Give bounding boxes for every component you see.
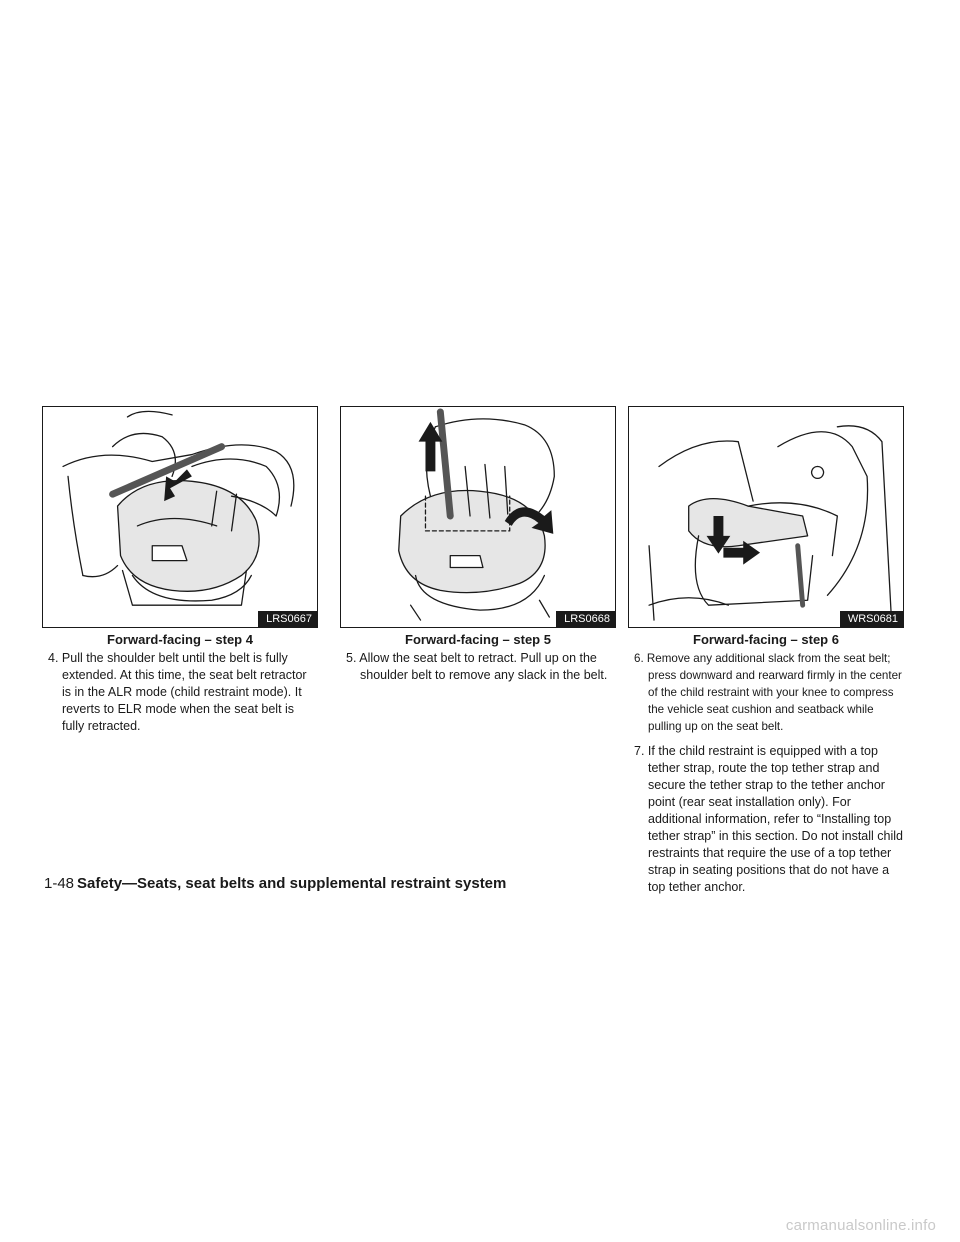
step-4 xyxy=(42,650,318,735)
step-text: Pull the shoulder belt until the belt is fully extended. At this time, the seat belt retractor is in the ALR mode (child restraint mode). It reverts to ELR mode when the seat belt is fully retracted. xyxy=(61,651,307,733)
figure-caption-step-6: Forward-facing – step 6 xyxy=(693,632,839,647)
figure-step-4 xyxy=(42,406,318,628)
figure-step-5 xyxy=(340,406,616,628)
section-title: Safety—Seats, seat belts and supplemental restraint system xyxy=(77,875,507,892)
step-text: Remove any additional slack from the seat belt; press downward and rearward firmly in the center of the child restraint with your knee to compress the vehicle seat cushion and seatback while pulling up on the seat belt. xyxy=(646,652,902,733)
column-right xyxy=(628,650,904,904)
page-footer xyxy=(44,874,506,894)
page-number: 1-48 xyxy=(44,875,75,892)
illustration-step-6 xyxy=(629,407,903,627)
step-number: 6. xyxy=(634,652,644,665)
step-text: If the child restraint is equipped with a top tether strap, route the top tether strap and secure the tether strap to the tether anchor point (rear seat installation only). For additional information, refer to “Installing top tether strap” in this section. Do not install child restraints that require the use of a top tether strap in seating positions that do not have a top tether anchor. xyxy=(647,744,903,894)
step-7 xyxy=(628,743,904,896)
watermark: carmanualsonline.info xyxy=(785,1217,936,1234)
step-text: Allow the seat belt to retract. Pull up on the shoulder belt to remove any slack in the belt. xyxy=(359,651,608,682)
column-middle xyxy=(340,650,616,692)
column-left xyxy=(42,650,318,743)
figure-caption-step-4: Forward-facing – step 4 xyxy=(107,632,253,647)
step-5 xyxy=(340,650,616,684)
step-6 xyxy=(628,650,904,735)
illustration-step-5 xyxy=(341,407,615,627)
figure-code: WRS0681 xyxy=(840,611,903,627)
figure-code: LRS0668 xyxy=(556,611,615,627)
step-number: 5. xyxy=(346,651,357,665)
step-number: 4. xyxy=(48,651,59,665)
figure-code: LRS0667 xyxy=(258,611,317,627)
figure-caption-step-5: Forward-facing – step 5 xyxy=(405,632,551,647)
illustration-step-4 xyxy=(43,407,317,627)
step-number: 7. xyxy=(634,744,645,758)
figure-step-6 xyxy=(628,406,904,628)
